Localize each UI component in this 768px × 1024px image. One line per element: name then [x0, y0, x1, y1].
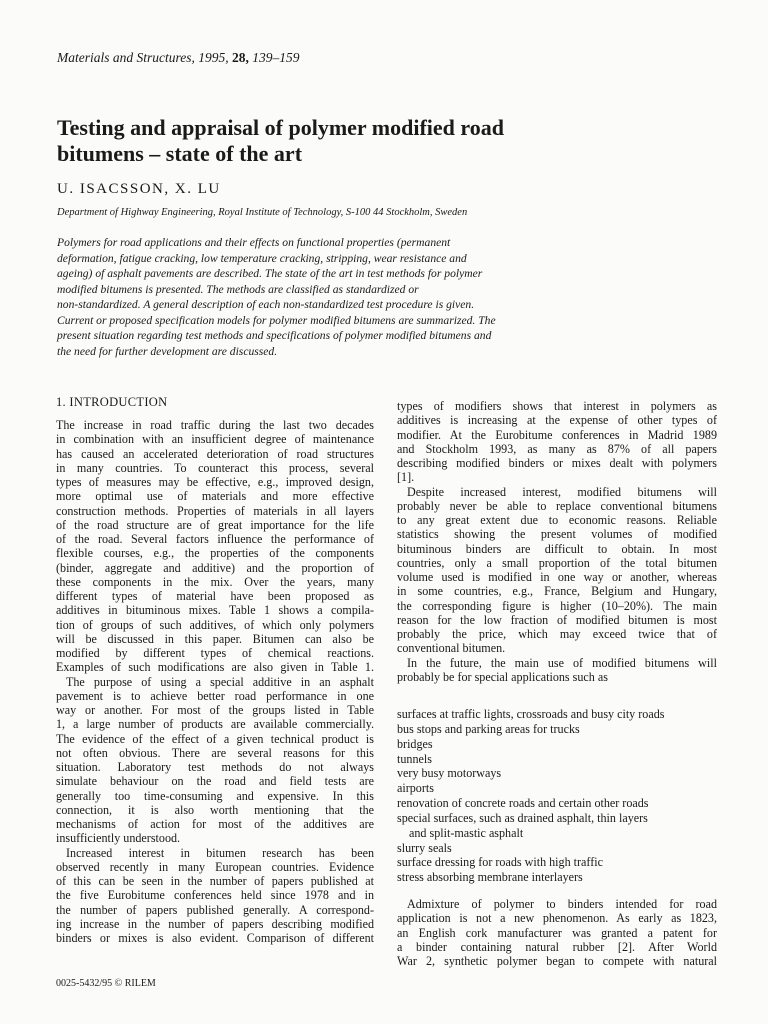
list-item: and split-mastic asphalt [409, 825, 524, 840]
body-line: modified by different types of chemical reactions. [56, 646, 374, 660]
paper-title [57, 115, 697, 167]
body-line: has caused an accelerated deterioration of road structures [56, 446, 374, 461]
body-line: countries, only a small proportion of the total bitumen [397, 555, 717, 570]
body-line: observed recently in many European countries. Evidence [56, 859, 374, 874]
body-line: the number of papers published generally. A correspond- [56, 902, 374, 917]
list-item: stress absorbing membrane interlayers [397, 870, 583, 885]
list-item: very busy motorways [397, 766, 502, 781]
body-line: (binder, aggregate and additive) and the proportion of [56, 560, 374, 575]
body-line: volume used is modified in one way or another, whereas [397, 570, 717, 584]
body-line: different types of material have been proposed as [56, 589, 374, 603]
abstract-line: the need for further development are discussed. [57, 344, 278, 358]
right-column [397, 399, 717, 684]
left-column [56, 418, 374, 945]
body-line: Examples of such modifications are also given in Table 1. [56, 660, 374, 675]
affiliation: Department of Highway Engineering, Royal Institute of Technology, S-100 44 Stockholm, Sweden [57, 207, 468, 218]
journal-year: 1995, [198, 50, 229, 65]
body-line: application is not a new phenomenon. As early as 1823, [397, 911, 717, 926]
body-line: will be discussed in this paper. Bitumen can also be [56, 631, 374, 646]
body-line: types of measures may be effective, e.g., improved design, [56, 475, 374, 489]
journal-volume: 28, [232, 50, 249, 65]
body-line: flexible courses, e.g., the properties of the components [56, 546, 374, 561]
list-item: special surfaces, such as drained asphalt, thin layers [397, 810, 648, 825]
abstract-line: Polymers for road applications and their effects on functional properties (permanent [57, 236, 451, 249]
body-line: of this can be seen in the number of papers published at [56, 874, 374, 888]
abstract [57, 235, 717, 359]
body-line: generally too time-consuming and expensive. In this [56, 788, 374, 803]
journal-citation [57, 50, 300, 66]
body-line: additives is increasing at the expense of other types of [397, 413, 717, 428]
body-line: of the road. Several factors influence the performance of [56, 532, 374, 546]
body-line: situation. Laboratory test methods do not always [56, 760, 374, 774]
body-line: probably be for special applications such as [397, 669, 608, 684]
body-line: probably never be able to replace conventional bitumens [397, 498, 717, 513]
body-line: bituminous binders are difficult to obtain. In most [397, 541, 717, 556]
body-line: The purpose of using a special additive in an asphalt [66, 674, 374, 689]
body-line: these components in the mix. Over the years, many [56, 574, 374, 589]
body-line: War 2, synthetic polymer began to compete with natural [397, 954, 717, 968]
body-line: The evidence of the effect of a given technical product is [56, 731, 374, 746]
title-line: Testing and appraisal of polymer modified road [57, 115, 504, 140]
journal-name: Materials and Structures, [57, 50, 195, 65]
title-line: bitumens – state of the art [57, 141, 303, 166]
body-line: mechanisms of action for most of the additives are [56, 817, 374, 831]
abstract-line: non-standardized. A general description of each non-standardized test procedure is given. [57, 298, 475, 311]
body-line: 1, a large number of products are available commercially. [56, 717, 374, 732]
journal-pages: 139–159 [252, 50, 300, 65]
body-line: a binder containing natural rubber [2]. After World [397, 939, 717, 954]
body-line: In the future, the main use of modified bitumens will [407, 655, 717, 670]
body-line: not often obvious. There are several reasons for this [56, 745, 374, 760]
body-line: Despite increased interest, modified bitumens will [407, 484, 717, 499]
body-line: describing modified binders or mixes dealt with polymers [397, 456, 717, 470]
abstract-line: present situation regarding test methods and specifications of polymer modified bitumens and [57, 329, 492, 342]
body-line: [1]. [397, 470, 415, 485]
authors: U. ISACSSON, X. LU [57, 181, 221, 197]
body-line: the corresponding figure is higher (10–20%). The main [397, 598, 717, 613]
body-line: an English cork manufacturer was granted a patent for [397, 925, 717, 940]
body-line: additives in bituminous mixes. Table 1 shows a compila- [56, 603, 374, 618]
body-line: The increase in road traffic during the last two decades [56, 418, 374, 432]
body-line: and Stockholm 1993, as many as 87% of all papers [397, 441, 717, 456]
list-item: slurry seals [397, 840, 452, 855]
body-line: in combination with an insufficient degree of maintenance [56, 432, 374, 447]
list-item: surfaces at traffic lights, crossroads and busy city roads [397, 707, 665, 721]
body-line: probably the price, which may exceed twice that of [397, 627, 717, 641]
list-item: airports [397, 781, 434, 796]
body-line: simulate behaviour on the road and field tests are [56, 774, 374, 789]
body-line: in some countries, e.g., France, Belgium and Hungary, [397, 584, 717, 599]
list-item: bus stops and parking areas for trucks [397, 721, 580, 736]
body-line: tion of groups of such additives, of which only polymers [56, 617, 374, 632]
body-line: construction methods. Properties of materials in all layers [56, 503, 374, 518]
section-heading: 1. INTRODUCTION [56, 395, 168, 409]
body-line: reason for the low fraction of modified bitumen is most [397, 612, 717, 627]
right-column-continued [397, 897, 717, 968]
body-line: Admixture of polymer to binders intended for road [407, 897, 717, 911]
body-line: more optimal use of materials and more effective [56, 489, 374, 504]
list-item: bridges [397, 736, 433, 751]
body-line: conventional bitumen. [397, 641, 506, 656]
body-line: connection, it is also worth mentioning that the [56, 802, 374, 817]
list-item: renovation of concrete roads and certain other roads [397, 796, 649, 811]
body-line: insufficiently understood. [56, 831, 181, 846]
abstract-line: modified bitumens is presented. The methods are classified as standardized or [57, 282, 419, 296]
body-line: Increased interest in bitumen research has been [66, 845, 374, 860]
applications-list [397, 707, 717, 885]
body-line: ing increase in the number of papers describing modified [56, 916, 374, 931]
abstract-line: Current or proposed specification models for polymer modified bitumens are summarized. The [57, 313, 496, 327]
body-line: of the road structure are of great importance for the life [56, 517, 374, 532]
footer-copyright: 0025-5432/95 © RILEM [56, 978, 156, 989]
body-line: in many countries. To counteract this process, several [56, 460, 374, 475]
body-line: types of modifiers shows that interest in polymers as [397, 399, 717, 413]
abstract-line: deformation, fatigue cracking, low temperature cracking, stripping, wear resistance and [57, 251, 467, 265]
body-line: way or another. For most of the groups listed in Table [56, 703, 374, 717]
list-item: tunnels [397, 751, 432, 766]
body-line: to any great extent due to economic reasons. Reliable [397, 513, 717, 527]
body-line: statistics showing the present volumes of modified [397, 527, 717, 542]
body-line: pavement is to achieve better road performance in one [56, 688, 374, 703]
abstract-line: ageing) of asphalt pavements are described. The state of the art in test methods for polymer [57, 267, 483, 280]
body-line: modifier. At the Eurobitume conferences in Madrid 1989 [397, 427, 717, 442]
body-line: the five Eurobitume conferences held since 1978 and in [56, 888, 374, 903]
body-line: binders or mixes is also evident. Comparison of different [56, 931, 374, 945]
list-item: surface dressing for roads with high traffic [397, 855, 603, 870]
